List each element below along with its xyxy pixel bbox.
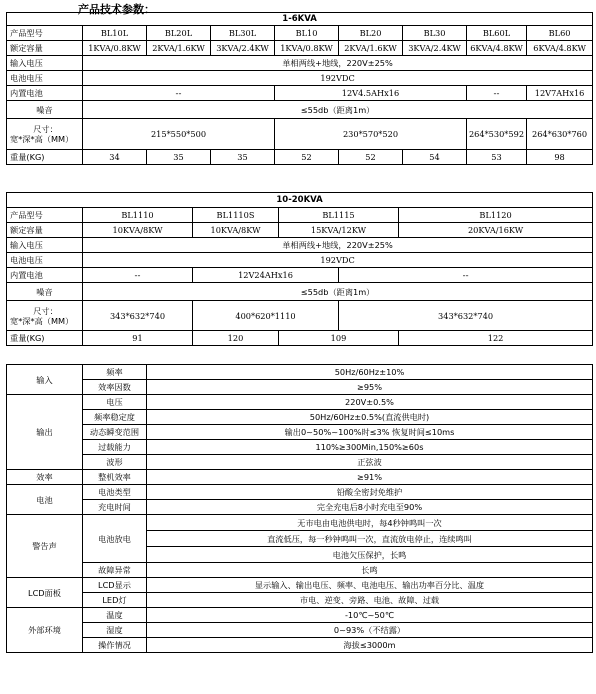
internal-battery-value: --: [467, 86, 527, 101]
row-capacity: [7, 41, 593, 56]
weight-cell: 109: [279, 331, 399, 346]
spec-value: 110%≥300Min,150%≥60s: [147, 440, 593, 455]
spec-value: 完全充电后8小时充电至90%: [147, 500, 593, 515]
weight-cell: 52: [339, 150, 403, 165]
weight-cell: 91: [83, 331, 193, 346]
row-internal-battery: [7, 86, 593, 101]
weight-cell: 53: [467, 150, 527, 165]
spec-name: 频率稳定度: [83, 410, 147, 425]
capacity-cell: 15KVA/12KW: [279, 223, 399, 238]
label-size: [7, 301, 83, 331]
spec-name: 故障异常: [83, 563, 147, 578]
spec-value: 市电、逆变、旁路、电池、故障、过载: [147, 593, 593, 608]
spec-name: 湿度: [83, 623, 147, 638]
size-value: 264*630*760: [527, 119, 593, 150]
spec-name: 效率因数: [83, 380, 147, 395]
spec-value: ≥95%: [147, 380, 593, 395]
spec-name: 电池类型: [83, 485, 147, 500]
capacity-cell: 10KVA/8KW: [83, 223, 193, 238]
spec-value: 海拔≤3000m: [147, 638, 593, 653]
capacity-cell: 20KVA/16KW: [399, 223, 593, 238]
group-env-label: 外部环境: [7, 608, 83, 653]
spec-name: 电压: [83, 395, 147, 410]
spec-value: 220V±0.5%: [147, 395, 593, 410]
model-cell: BL10: [275, 26, 339, 41]
capacity-cell: 6KVA/4.8KW: [527, 41, 593, 56]
capacity-cell: 6KVA/4.8KW: [467, 41, 527, 56]
spec-table-common: [6, 364, 593, 653]
row-weight: [7, 150, 593, 165]
capacity-cell: 2KVA/1.6KW: [339, 41, 403, 56]
row-internal-battery: [7, 268, 593, 283]
weight-cell: 34: [83, 150, 147, 165]
label-size-line1: 尺寸：: [33, 124, 58, 134]
weight-cell: 120: [193, 331, 279, 346]
internal-battery-value: --: [83, 268, 193, 283]
section-title-10-20kva: 10-20KVA: [7, 193, 593, 208]
capacity-cell: 10KVA/8KW: [193, 223, 279, 238]
row-model: [7, 26, 593, 41]
noise-value: ≤55db（距离1m）: [83, 101, 593, 119]
row-battery-voltage: [7, 71, 593, 86]
label-size: [7, 119, 83, 150]
weight-cell: 52: [275, 150, 339, 165]
label-input-voltage: 输入电压: [7, 238, 83, 253]
size-value: 400*620*1110: [193, 301, 339, 331]
group-lcd-label: LCD面板: [7, 578, 83, 608]
spec-value: 电池欠压保护，长鸣: [147, 547, 593, 563]
label-weight: 重量(KG): [7, 331, 83, 346]
page-heading: 产品技术参数：: [78, 3, 155, 16]
row-battery-voltage: [7, 253, 593, 268]
group-battery-label: 电池: [7, 485, 83, 515]
spec-value: -10℃~50℃: [147, 608, 593, 623]
model-cell: BL60: [527, 26, 593, 41]
model-cell: BL1110S: [193, 208, 279, 223]
label-battery-voltage: 电池电压: [7, 71, 83, 86]
row-size: [7, 119, 593, 150]
battery-voltage-value: 192VDC: [83, 71, 593, 86]
weight-cell: 122: [399, 331, 593, 346]
label-internal-battery: 内置电池: [7, 86, 83, 101]
capacity-cell: 2KVA/1.6KW: [147, 41, 211, 56]
model-cell: BL1115: [279, 208, 399, 223]
spec-name: 电池放电: [83, 515, 147, 563]
row-noise: [7, 283, 593, 301]
spec-value: 0~93%（不结露）: [147, 623, 593, 638]
row-model: [7, 208, 593, 223]
weight-cell: 35: [211, 150, 275, 165]
group-alarm-label: 警告声: [7, 515, 83, 578]
size-value: 343*632*740: [83, 301, 193, 331]
section-title-1-6kva: 1-6KVA: [7, 13, 593, 26]
spec-name: LED灯: [83, 593, 147, 608]
row-size: [7, 301, 593, 331]
weight-cell: 35: [147, 150, 211, 165]
spec-table-1-6kva: [6, 12, 593, 165]
label-noise: 噪音: [7, 101, 83, 119]
capacity-cell: 3KVA/2.4KW: [211, 41, 275, 56]
internal-battery-value: 12V4.5AHx16: [275, 86, 467, 101]
group-output-label: 输出: [7, 395, 83, 470]
spec-value: 50Hz/60Hz±0.5%(直流供电时): [147, 410, 593, 425]
size-value: 230*570*520: [275, 119, 467, 150]
spec-value: 输出0~50%~100%时≤3% 恢复时间≤10ms: [147, 425, 593, 440]
label-size-line1: 尺寸：: [33, 305, 58, 316]
spec-value: 长鸣: [147, 563, 593, 578]
label-weight: 重量(KG): [7, 150, 83, 165]
label-noise: 噪音: [7, 283, 83, 301]
size-value: 343*632*740: [339, 301, 593, 331]
model-cell: BL10L: [83, 26, 147, 41]
internal-battery-value: --: [339, 268, 593, 283]
internal-battery-value: 12V7AHx16: [527, 86, 593, 101]
size-value: 264*530*592: [467, 119, 527, 150]
weight-cell: 98: [527, 150, 593, 165]
size-value: 215*550*500: [83, 119, 275, 150]
model-cell: BL30: [403, 26, 467, 41]
model-cell: BL20L: [147, 26, 211, 41]
capacity-cell: 3KVA/2.4KW: [403, 41, 467, 56]
battery-voltage-value: 192VDC: [83, 253, 593, 268]
model-cell: BL60L: [467, 26, 527, 41]
model-cell: BL30L: [211, 26, 275, 41]
input-voltage-value: 单相两线+地线，220V±25%: [83, 56, 593, 71]
label-capacity: 额定容量: [7, 41, 83, 56]
spec-value: 正弦波: [147, 455, 593, 470]
label-model: 产品型号: [7, 26, 83, 41]
spec-value: 显示输入、输出电压、频率、电池电压、输出功率百分比、温度: [147, 578, 593, 593]
label-size-line2: 宽*深*高（MM）: [10, 134, 74, 144]
spec-value: 直流低压，每一秒钟鸣叫一次，直流放电停止，连续鸣叫: [147, 531, 593, 547]
row-noise: [7, 101, 593, 119]
spec-table-10-20kva: [6, 192, 593, 346]
spec-value: 铅酸全密封免维护: [147, 485, 593, 500]
capacity-cell: 1KVA/0.8KW: [275, 41, 339, 56]
label-capacity: 额定容量: [7, 223, 83, 238]
label-model: 产品型号: [7, 208, 83, 223]
label-size-line2: 宽*深*高（MM）: [10, 315, 74, 326]
model-cell: BL1110: [83, 208, 193, 223]
weight-cell: 54: [403, 150, 467, 165]
spec-name: 波形: [83, 455, 147, 470]
model-cell: BL1120: [399, 208, 593, 223]
spec-value: 无市电由电池供电时，每4秒钟鸣叫一次: [147, 515, 593, 531]
group-input-label: 输入: [7, 365, 83, 395]
internal-battery-value: --: [83, 86, 275, 101]
noise-value: ≤55db（距离1m）: [83, 283, 593, 301]
input-voltage-value: 单相两线+地线，220V±25%: [83, 238, 593, 253]
internal-battery-value: 12V24AHx16: [193, 268, 339, 283]
label-battery-voltage: 电池电压: [7, 253, 83, 268]
row-input-voltage: [7, 238, 593, 253]
spec-name: 整机效率: [83, 470, 147, 485]
spec-name: LCD显示: [83, 578, 147, 593]
model-cell: BL20: [339, 26, 403, 41]
spec-name: 过载能力: [83, 440, 147, 455]
row-capacity: [7, 223, 593, 238]
spec-name: 温度: [83, 608, 147, 623]
capacity-cell: 1KVA/0.8KW: [83, 41, 147, 56]
spec-name: 动态瞬变范围: [83, 425, 147, 440]
spec-name: 充电时间: [83, 500, 147, 515]
spec-value: 50Hz/60Hz±10%: [147, 365, 593, 380]
row-input-voltage: [7, 56, 593, 71]
row-weight: [7, 331, 593, 346]
label-internal-battery: 内置电池: [7, 268, 83, 283]
spec-name: 操作情况: [83, 638, 147, 653]
spec-name: 频率: [83, 365, 147, 380]
label-input-voltage: 输入电压: [7, 56, 83, 71]
spec-value: ≥91%: [147, 470, 593, 485]
group-efficiency-label: 效率: [7, 470, 83, 485]
